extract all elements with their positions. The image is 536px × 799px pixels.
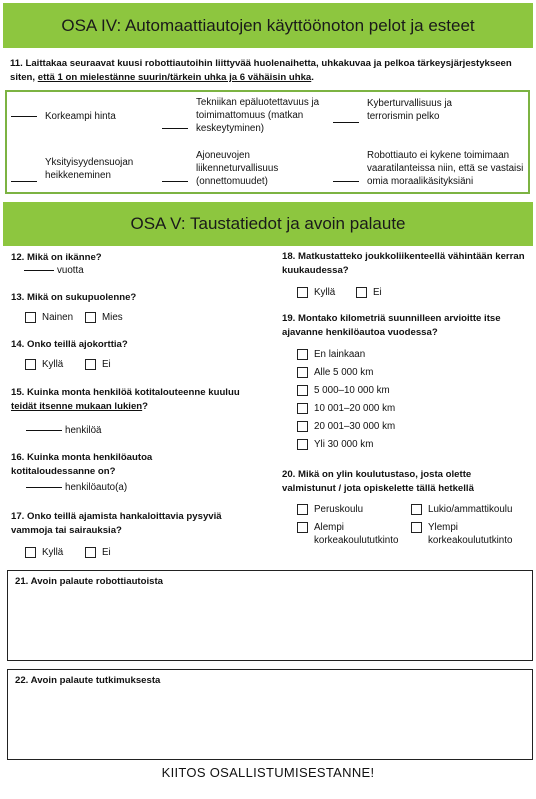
cars-blank[interactable] (26, 487, 62, 488)
section-5-title: OSA V: Taustatiedot ja avoin palaute (130, 214, 406, 233)
question-12: 12. Mikä on ikänne? (11, 252, 102, 263)
concern-item (11, 155, 161, 182)
q11-end: . (311, 72, 314, 83)
feedback-robotcars-box[interactable] (7, 570, 533, 661)
license-option (25, 359, 63, 370)
option-label: Yli 30 000 km (314, 439, 374, 450)
concern-label: Robottiauto ei kykene toimimaan vaaratilanteissa niin, että se vastaisi omia moraalikäsityksiäni (367, 150, 524, 187)
concern-item (162, 96, 330, 135)
q11-text: 11. Laittakaa seuraavat kuusi robottiautoihin liittyvää huolenaihetta, uhkakuvaa ja pelkoa tärkeysjärjestykseen siten, (10, 58, 512, 83)
q15-emphasis: teidät itsenne mukaan lukien (11, 401, 143, 412)
transit-option (297, 287, 335, 298)
rank-blank[interactable] (11, 181, 37, 182)
question-13: 13. Mikä on sukupuolenne? (11, 292, 137, 303)
question-16: 16. Kuinka monta henkilöautoa kotitaloudessanne on? (11, 452, 153, 477)
household-blank[interactable] (26, 430, 62, 431)
rank-blank[interactable] (162, 128, 188, 129)
question-14: 14. Onko teillä ajokorttia? (11, 339, 128, 350)
household-answer (26, 425, 102, 436)
license-no-checkbox[interactable] (85, 359, 96, 370)
question-15 (11, 386, 251, 414)
disability-no-checkbox[interactable] (85, 547, 96, 558)
feedback-study-label: 22. Avoin palaute tutkimuksesta (15, 675, 161, 686)
gender-option (25, 312, 73, 323)
question-20: 20. Mikä on ylin koulutustaso, josta olette valmistunut / jota opiskelette tällä hetkellä (282, 469, 474, 494)
rank-blank[interactable] (333, 181, 359, 182)
option-label: Peruskoulu (314, 504, 364, 515)
km-5000-10000-checkbox[interactable] (297, 385, 308, 396)
concern-item (333, 96, 528, 123)
concern-label: Tekniikan epäluotettavuus ja toimimattomuus (matkan keskeytyminen) (196, 97, 320, 134)
rank-blank[interactable] (11, 116, 37, 117)
option-label: Ei (373, 287, 382, 298)
age-unit: vuotta (57, 265, 84, 276)
concern-label: Ajoneuvojen liikenneturvallisuus (onnettomuudet) (196, 150, 279, 187)
education-option (297, 521, 399, 547)
km-10001-20000-checkbox[interactable] (297, 403, 308, 414)
education-master-checkbox[interactable] (411, 522, 422, 533)
option-label: Ylempi korkeakoulututkinto (428, 522, 513, 546)
option-label: Alempi korkeakoulututkinto (314, 522, 399, 546)
concern-item (162, 149, 330, 188)
km-option (297, 367, 373, 378)
km-none-checkbox[interactable] (297, 349, 308, 360)
option-label: Ei (102, 547, 111, 558)
transit-yes-checkbox[interactable] (297, 287, 308, 298)
question-19: 19. Montako kilometriä suunnilleen arvioitte itse ajavanne henkilöautoa vuodessa? (282, 313, 501, 338)
education-basic-checkbox[interactable] (297, 504, 308, 515)
cars-answer (26, 482, 127, 493)
gender-female-checkbox[interactable] (25, 312, 36, 323)
transit-option (356, 287, 382, 298)
option-label: Kyllä (42, 547, 64, 558)
option-label: Mies (102, 312, 123, 323)
q15-text: 15. Kuinka monta henkilöä kotitalouteenne kuuluu (11, 387, 240, 398)
km-over-30000-checkbox[interactable] (297, 439, 308, 450)
license-yes-checkbox[interactable] (25, 359, 36, 370)
feedback-robotcars-label: 21. Avoin palaute robottiautoista (15, 576, 164, 587)
km-option (297, 421, 395, 432)
closing-thanks: KIITOS OSALLISTUMISESTANNE! (161, 765, 375, 780)
concern-label: Yksityisyydensuojan heikkeneminen (45, 156, 134, 181)
option-label: 20 001–30 000 km (314, 421, 396, 432)
section-4-title: OSA IV: Automaattiautojen käyttöönoton pelot ja esteet (61, 15, 475, 35)
question-17: 17. Onko teillä ajamista hankaloittavia pysyviä vammoja tai sairauksia? (11, 511, 222, 536)
option-label: Alle 5 000 km (314, 367, 374, 378)
education-option (411, 504, 512, 515)
rank-blank[interactable] (162, 181, 188, 182)
option-label: Kyllä (314, 287, 336, 298)
question-18: 18. Matkustatteko joukkoliikenteellä vähintään kerran kuukaudessa? (282, 251, 525, 276)
age-answer (24, 265, 84, 276)
km-option (297, 349, 365, 360)
km-option (297, 439, 373, 450)
license-option (85, 359, 111, 370)
education-option (411, 521, 513, 547)
concern-item (11, 110, 161, 123)
education-upper-secondary-checkbox[interactable] (411, 504, 422, 515)
km-20001-30000-checkbox[interactable] (297, 421, 308, 432)
concern-item (333, 149, 530, 188)
question-11 (10, 57, 528, 85)
disability-option (85, 547, 111, 558)
disability-yes-checkbox[interactable] (25, 547, 36, 558)
option-label: Kyllä (42, 359, 64, 370)
section-4-banner (3, 3, 533, 48)
disability-option (25, 547, 63, 558)
option-label: Ei (102, 359, 111, 370)
q15-end: ? (142, 401, 149, 412)
option-label: En lainkaan (314, 349, 366, 360)
option-label: 5 000–10 000 km (314, 385, 390, 396)
cars-unit: henkilöauto(a) (65, 482, 128, 493)
concern-label: Kyberturvallisuus ja terrorismin pelko (367, 97, 452, 122)
education-option (297, 504, 363, 515)
feedback-study-box[interactable] (7, 669, 533, 760)
gender-male-checkbox[interactable] (85, 312, 96, 323)
km-under-5000-checkbox[interactable] (297, 367, 308, 378)
household-unit: henkilöä (65, 425, 102, 436)
option-label: Lukio/ammattikoulu (428, 504, 513, 515)
section-5-banner (3, 202, 533, 246)
age-blank[interactable] (24, 270, 54, 271)
rank-blank[interactable] (333, 122, 359, 123)
option-label: 10 001–20 000 km (314, 403, 396, 414)
km-option (297, 385, 390, 396)
option-label: Nainen (42, 312, 74, 323)
gender-option (85, 312, 123, 323)
q11-emphasis: että 1 on mielestänne suurin/tärkein uhka ja 6 vähäisin uhka (37, 72, 312, 83)
education-bachelor-checkbox[interactable] (297, 522, 308, 533)
km-option (297, 403, 395, 414)
concern-label: Korkeampi hinta (45, 111, 116, 122)
transit-no-checkbox[interactable] (356, 287, 367, 298)
